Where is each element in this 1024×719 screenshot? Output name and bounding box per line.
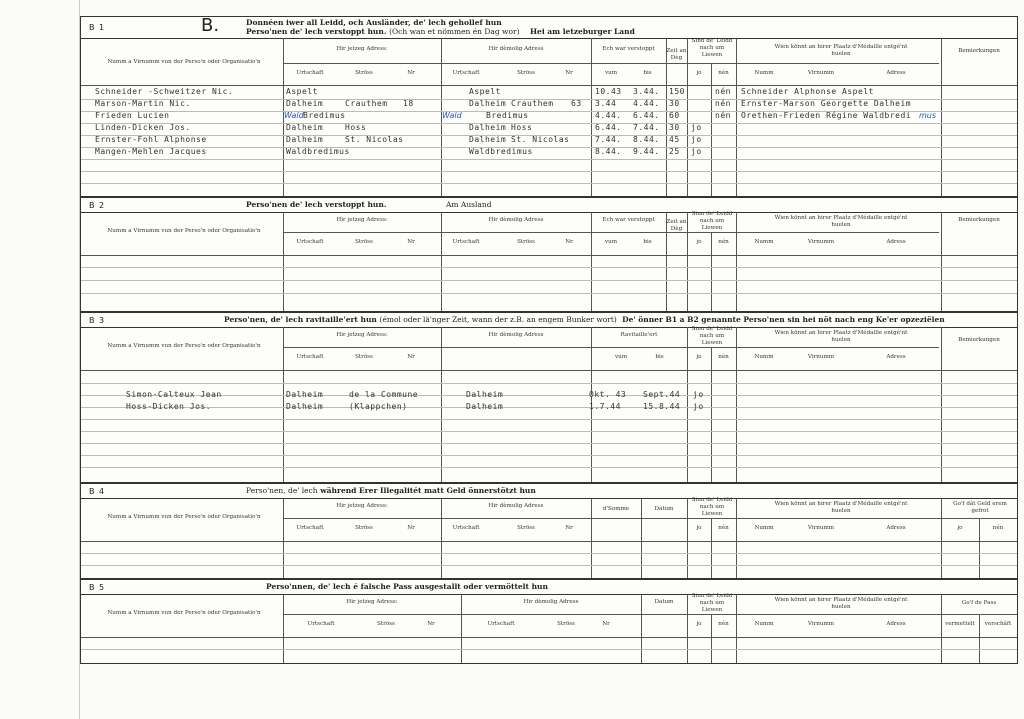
b1-cell-yes: jo: [691, 135, 702, 144]
b1-cell-to: 9.44.: [633, 147, 660, 156]
b1-cell-days: 45: [669, 135, 680, 144]
b2-column-header: Numm a Virnumm vun der Perso'n oder Organisatio'n Hir jetzeg Adress: Urtschaft Ströss Nr Hir dèmolig Adress Urtschaft Ströss Nr Ech war verstoppt vum bis Zeit an Dèg Sinn de' Leidd nach um Liewen jo nén Wien könnt an hirer Plaatz d'Médaille entgé'nt huelen Numm Virnumm Adress Bemierkungen: [81, 212, 1017, 255]
section-b5-header: B 5 Perso'nnen, de' lech é falsche Pass ausgestallt oder vermöttelt hun: [81, 580, 1017, 595]
b1-cell-days: 60: [669, 111, 680, 120]
form-page: [80, 16, 1018, 664]
b3-rows: [81, 370, 1017, 482]
b3-cell-town: Dalheim: [286, 402, 324, 411]
b3-cell-yes: jo: [693, 390, 704, 399]
b1-cell-from: 4.44.: [595, 111, 622, 120]
header-line-1: Donnéen iwer all Leidd, och Ausländer, de' lech gehollef hun: [246, 18, 502, 27]
b1-cell-street: Hoss: [345, 123, 367, 132]
b1-cell-yes: jo: [691, 147, 702, 156]
b3-cell-name: Simon-Calteux Jean: [126, 390, 222, 399]
b3-cell-from: Okt. 43: [589, 390, 627, 399]
b1-cell-from: 3.44: [595, 99, 617, 108]
col-name: Numm a Virnumm vun der Perso'n oder Organisatio'n: [107, 59, 261, 65]
b5-rows: [81, 637, 1017, 663]
section-code: B 1: [89, 23, 106, 32]
b3-cell-ftown: Dalheim: [466, 390, 504, 399]
b1-cell-street: Crauthem: [345, 99, 388, 108]
b1-cell-to: 6.44.: [633, 111, 660, 120]
b3-column-header: Numm a Virnumm vun der Perso'n oder Organisatio'n Hir jetzeg Adress: Urtschaft Ströss Nr Hir dèmolig Adress Ravitaille'ert vum bis Sinn de' Leidd nach um Liewen jo nén Wien könnt an hirer Plaatz d'Médaille entgé'nt huelen Numm Virnumm Adress Bemierkungen: [81, 327, 1017, 370]
section-b4-header: B 4 Perso'nen, de' lech während Erer Illegalitét matt Geld önnerstötzt hun: [81, 484, 1017, 499]
b1-cell-ftown: Bredimus: [486, 111, 529, 120]
section-b5: [80, 579, 1018, 664]
b1-cell-name: Ernster-Fohl Alphonse: [95, 135, 207, 144]
b1-cell-from: 6.44.: [595, 123, 622, 132]
section-b1-header: [81, 17, 1017, 39]
b5-column-header: Numm a Virnumm vun der Perso'n oder Organisatio'n Hir jetzeg Adress: Urtschaft Ströss Nr Hir dèmolig Adress Urtschaft Ströss Nr Datum Sinn de' Leidd nach um Liewen jo nén Wien könnt an hirer Plaatz d'Médaille entgé'nt huelen Numm Virnumm Adress Go'f de Pass vermettelt verschâft: [81, 594, 1017, 637]
header-line-2: Perso'nen de' lech verstoppt hun. (Och wan et nömmen én Dag wor) Hei am letzeburger Land: [246, 27, 635, 36]
b1-cell-town: Dalheim: [286, 123, 324, 132]
b1-cell-name: Marson-Martin Nic.: [95, 99, 191, 108]
section-b4: [80, 483, 1018, 579]
b1-handwritten-suffix: mus: [919, 111, 937, 120]
b1-cell-name: Mangen-Mehlen Jacques: [95, 147, 207, 156]
b1-cell-ftown: Dalheim: [469, 99, 507, 108]
b1-cell-yes: jo: [691, 123, 702, 132]
b1-cell-street: St. Nicolas: [345, 135, 404, 144]
b1-cell-fstreet: St. Nicolas: [511, 135, 570, 144]
b1-cell-name: Linden-Dicken Jos.: [95, 123, 191, 132]
b1-cell-to: 3.44.: [633, 87, 660, 96]
b1-cell-from: 10.43: [595, 87, 622, 96]
b1-cell-ftown: Waldbredimus: [469, 147, 533, 156]
b1-cell-ftown: Dalheim: [469, 135, 507, 144]
b1-handwritten-prefix: Wald: [442, 111, 462, 120]
b1-cell-town: Bredimus: [303, 111, 346, 120]
b3-cell-street: (Klappchen): [349, 402, 408, 411]
b3-cell-ftown: Dalheim: [466, 402, 504, 411]
b4-column-header: Numm a Virnumm vun der Perso'n oder Organisatio'n Hir jetzeg Adress: Urtschaft Ströss Nr Hir dèmolig Adress Urtschaft Ströss Nr d'Somme Datum Sinn de' Leidd nach um Liewen jo nén Wien könnt an hirer Plaatz d'Médaille entgé'nt huelen Numm Virnumm Adress Go'f dât Geld erem gefrot jo nén: [81, 498, 1017, 541]
b1-cell-fstreet: Hoss: [511, 123, 533, 132]
b1-cell-medal: Ernster-Marson Georgette Dalheim: [741, 99, 912, 108]
b1-cell-medal: Orethen-Frieden Régine Waldbredi: [741, 111, 912, 120]
b1-cell-medal: Schneider Alphonse Aspelt: [741, 87, 874, 96]
section-b2: [80, 197, 1018, 312]
b3-cell-yes: jo: [693, 402, 704, 411]
b1-cell-fno: 63: [571, 99, 582, 108]
b2-rows: [81, 255, 1017, 311]
b1-cell-name: Frieden Lucien: [95, 111, 170, 120]
section-letter: B.: [201, 15, 220, 36]
b3-cell-name: Hoss-Dicken Jos.: [126, 402, 212, 411]
b3-cell-town: Dalheim: [286, 390, 324, 399]
b1-cell-town: Dalheim: [286, 99, 324, 108]
b1-cell-town: Dalheim: [286, 135, 324, 144]
b3-cell-to: Sept.44: [643, 390, 681, 399]
b1-column-header: Numm a Virnumm vun der Perso'n oder Organisatio'n Hir jetzeg Adress: Urtschaft Ströss Nr Hir dèmolig Adress Urtschaft Ströss Nr Ech war verstoppt vum bis Zeit an Dèg Sinn de' Leidd nach um Liewen jo nén Wien könnt an hirer Plaatz d'Médaille entgé'nt huelen Numm Virnumm Adress Bemierkungen: [81, 38, 1017, 85]
b1-cell-no: 18: [403, 99, 414, 108]
section-b1: [80, 16, 1018, 197]
b1-cell-fstreet: Crauthem: [511, 99, 554, 108]
b1-cell-to: 4.44.: [633, 99, 660, 108]
b1-cell-to: 8.44.: [633, 135, 660, 144]
b1-cell-days: 30: [669, 123, 680, 132]
b1-handwritten-prefix: Wald: [284, 111, 304, 120]
b1-cell-to: 7.44.: [633, 123, 660, 132]
b4-rows: [81, 541, 1017, 578]
b1-cell-days: 30: [669, 99, 680, 108]
b1-cell-name: Schneider -Schweitzer Nic.: [95, 87, 234, 96]
section-b3: [80, 312, 1018, 483]
b1-cell-nen: nén: [715, 87, 731, 96]
b1-cell-ftown: Dalheim: [469, 123, 507, 132]
b1-cell-from: 7.44.: [595, 135, 622, 144]
b1-cell-from: 8.44.: [595, 147, 622, 156]
b3-cell-from: 1.7.44: [589, 402, 621, 411]
b1-cell-town: Waldbredimus: [286, 147, 350, 156]
section-b2-header: B 2 Perso'nen de' lech verstoppt hun. Am Ausland: [81, 198, 1017, 213]
b1-cell-nen: nén: [715, 111, 731, 120]
section-b3-header: B 3 Perso'nen, de' lech ravitaille'ert hun (émol oder lä'nger Zeit, wann der z.B. an engem Bunker wort) De' önner B1 a B2 genannte Perso'nen sin hei nöt nach eng Ke'er opzeziëlen: [81, 313, 1017, 328]
b1-cell-days: 150: [669, 87, 685, 96]
b1-cell-ftown: Aspelt: [469, 87, 501, 96]
b1-cell-nen: nén: [715, 99, 731, 108]
b1-cell-days: 25: [669, 147, 680, 156]
b3-cell-street: de la Commune: [349, 390, 419, 399]
b1-cell-town: Aspelt: [286, 87, 318, 96]
b3-cell-to: 15.8.44: [643, 402, 681, 411]
